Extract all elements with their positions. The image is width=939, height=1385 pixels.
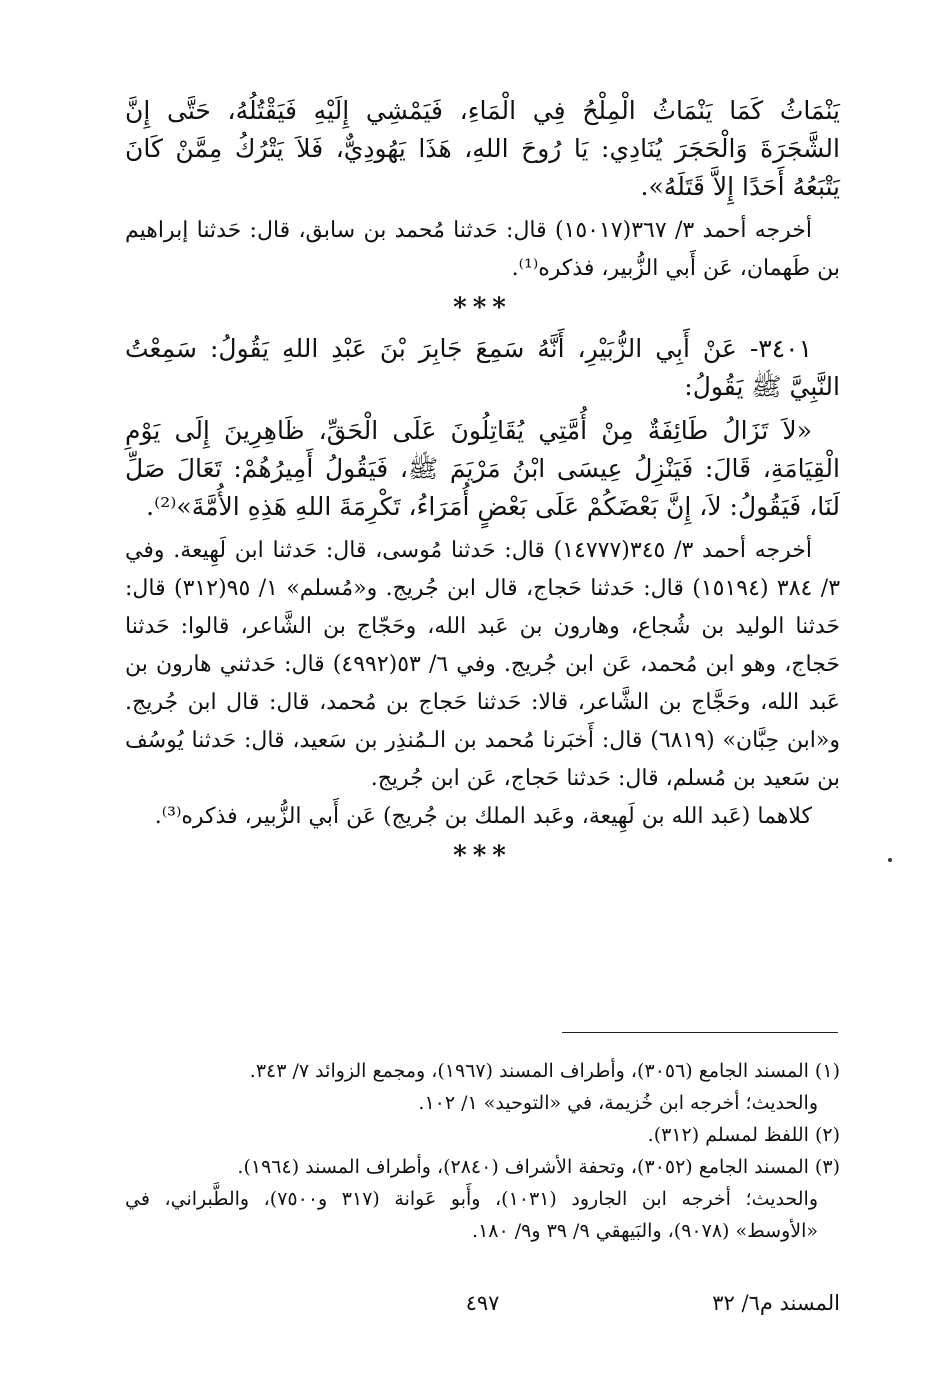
volume-signature: المسند م٦/ ٣٢	[712, 1291, 840, 1315]
takhrij-paragraph-1: أخرجه أحمد ٣/ ٣٦٧(١٥٠١٧) قال: حَدثنا مُحمد بن سابق، قال: حَدثنا إبراهيم بن طَهمان، عَن أَبي الزُّبير، فذكره⁽¹⁾.	[125, 218, 840, 281]
footnote-rule	[562, 1032, 838, 1033]
footnotes	[125, 1055, 840, 1247]
takhrij-paragraph-2-end: كلاهما (عَبد الله بن لَهِيعة، وعَبد الملك بن جُريج) عَن أَبي الزُّبير، فذكره⁽³⁾.	[154, 804, 812, 829]
section-separator-2: ***	[453, 841, 512, 871]
main-text	[125, 92, 840, 878]
hadith-3401-text: «لاَ تَزَالُ طَائِفَةٌ مِنْ أُمَّتِي يُقَاتِلُونَ عَلَى الْحَقِّ، ظَاهِرِينَ إِلَى يَوْمِ الْقِيَامَةِ، قَالَ: فَيَنْزِلُ عِيسَى ابْنُ مَرْيَمَ ﷺ، فَيَقُولُ أَمِيرُهُمْ: تَعَالَ صَلِّ لَنَا، فَيَقُولُ: لاَ، إِنَّ بَعْضَكُمْ عَلَى بَعْضٍ أُمَرَاءُ، تَكْرِمَةَ اللهِ هَذِهِ الأُمَّةَ»⁽²⁾.	[125, 416, 840, 521]
section-separator-1: ***	[453, 293, 512, 323]
hadith-3401-intro: ٣٤٠١- عَنْ أَبِي الزُّبَيْرِ، أَنَّهُ سَمِعَ جَابِرَ بْنَ عَبْدِ اللهِ يَقُولُ: سَمِعْتُ النَّبِيَّ ﷺ يَقُولُ:	[125, 334, 840, 401]
footnote-3-note: والحديث؛ أخرجه ابن الجارود (١٠٣١)، وأَبو عَوانة (٣١٧ و٧٥٠٠)، والطَّبراني، في «الأوسط» (٩٠٧٨)، والبَيهقي ٩/ ٣٩ و٩/ ١٨٠.	[125, 1188, 818, 1242]
page-number: ٤٩٧	[465, 1291, 500, 1315]
footnote-2: (٢) اللفظ لمسلم (٣١٢).	[647, 1124, 840, 1146]
footnote-3: (٣) المسند الجامع (٣٠٥٢)، وتحفة الأشراف (٢٨٤٠)، وأطراف المسند (١٩٦٤).	[237, 1156, 840, 1178]
hadith-continuation: يَنْمَاثُ كَمَا يَنْمَاثُ الْمِلْحُ فِي الْمَاءِ، فَيَمْشِي إِلَيْهِ فَيَقْتُلُهُ، حَتَّى إِنَّ الشَّجَرَةَ وَالْحَجَرَ يُنَادِي: يَا رُوحَ اللهِ، هَذَا يَهُودِيٌّ، فَلاَ يَتْرُكُ مِمَّنْ كَانَ يَتْبَعُهُ أَحَدًا إِلاَّ قَتَلَهُ».	[125, 96, 840, 201]
footnote-1-note: والحديث؛ أخرجه ابن خُزيمة، في «التوحيد» ١/ ١٠٢.	[418, 1092, 818, 1114]
takhrij-paragraph-2: أخرجه أحمد ٣/ ٣٤٥(١٤٧٧٧) قال: حَدثنا مُوسى، قال: حَدثنا ابن لَهِيعة. وفي ٣/ ٣٨٤ (١٥١٩٤) قال: حَدثنا حَجاج، قال ابن جُريج. و«مُسلم» ١/ ٩٥(٣١٢) قال: حَدثنا الوليد بن شُجاع، وهارون بن عَبد الله، وحَجّاج بن الشَّاعر، قالوا: حَدثنا حَجاج، وهو ابن مُحمد، عَن ابن جُريج. وفي ٦/ ٥٣(٤٩٩٢) قال: حَدثني هارون بن عَبد الله، وحَجَّاج بن الشَّاعر، قالا: حَدثنا حَجاج بن مُحمد، قال: قال ابن جُريج. و«ابن حِبَّان» (٦٨١٩) قال: أَخبَرنا مُحمد بن الـمُنذِر بن سَعيد، قال: حَدثنا يُوسُف بن سَعيد بن مُسلم، قال: حَدثنا حَجاج، عَن ابن جُريج.	[125, 538, 841, 791]
margin-dot	[888, 858, 892, 862]
footnote-1: (١) المسند الجامع (٣٠٥٦)، وأطراف المسند (١٩٦٧)، ومجمع الزوائد ٧/ ٣٤٣.	[249, 1060, 840, 1082]
